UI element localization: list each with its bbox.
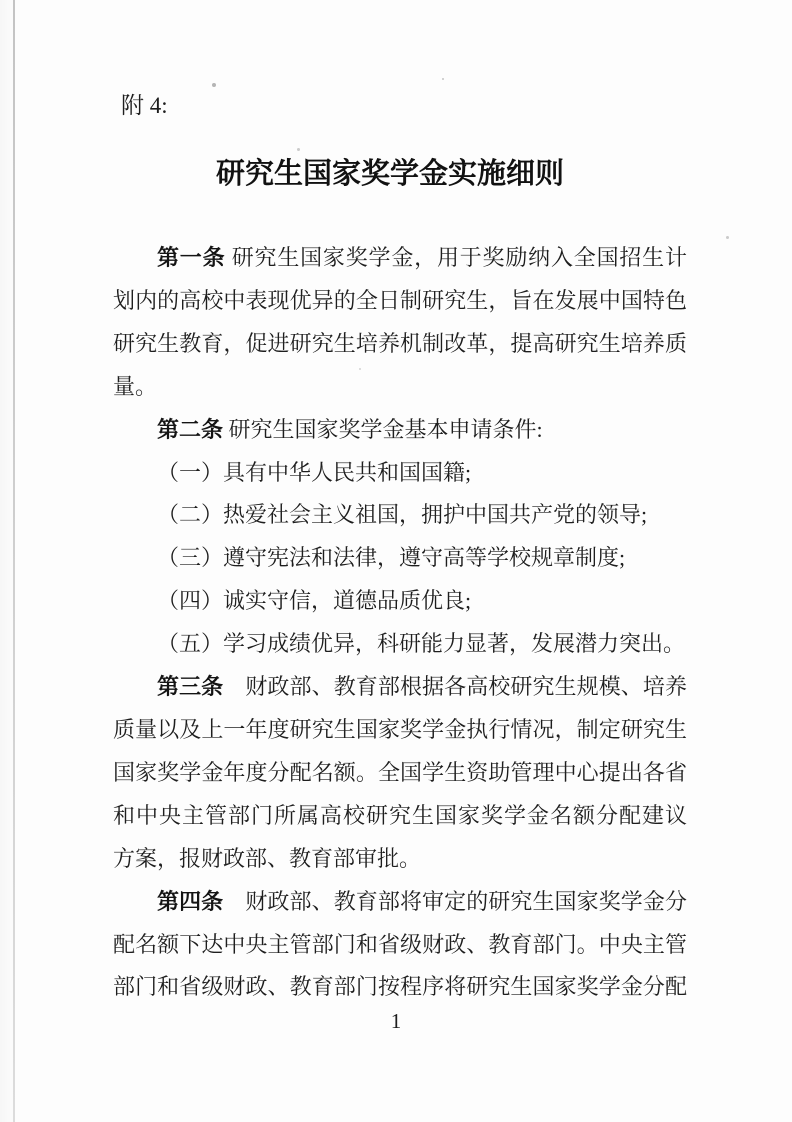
text-line: [113, 280, 687, 323]
scan-speck: [726, 236, 729, 239]
text-line: [113, 966, 687, 1009]
body-text-segment: 财政部、教育部将审定的研究生国家奖学金分: [223, 888, 687, 914]
body-text-segment: 配名额下达中央主管部门和省级财政、教育部门。中央主管: [113, 931, 687, 957]
article-number: 第三条: [157, 674, 224, 700]
text-line: [113, 452, 687, 495]
scan-speck: [442, 78, 444, 80]
body-text-segment: 划内的高校中表现优异的全日制研究生，旨在发展中国特色: [113, 287, 687, 313]
text-line: [113, 795, 687, 838]
text-line: [113, 881, 687, 924]
text-line: [113, 366, 687, 409]
body-text-segment: 财政部、教育部根据各高校研究生规模、培养: [223, 674, 687, 700]
document-title: 研究生国家奖学金实施细则: [215, 158, 564, 190]
body-text-segment: （四）诚实守信，道德品质优良;: [157, 588, 472, 614]
text-line: [113, 237, 687, 280]
body-text-segment: 研究生国家奖学金，用于奖励纳入全国招生计: [225, 245, 687, 270]
scan-speck: [212, 83, 216, 87]
body-text-segment: 部门和省级财政、教育部门按程序将研究生国家奖学金分配: [113, 974, 687, 1000]
body-text-segment: 质量以及上一年度研究生国家奖学金执行情况，制定研究生: [113, 716, 687, 742]
text-line: [113, 623, 687, 666]
text-line: [113, 409, 687, 452]
body-text-segment: （一）具有中华人民共和国国籍;: [157, 459, 472, 485]
article-number: 第四条: [157, 888, 224, 914]
body-text-segment: 研究生国家奖学金基本申请条件:: [223, 416, 543, 442]
text-line: [113, 924, 687, 967]
article-number: 第一条: [157, 245, 226, 270]
text-line: [113, 537, 687, 580]
text-line: [113, 666, 687, 709]
scan-edge-line: [13, 0, 15, 1122]
body-text-segment: （三）遵守宪法和法律，遵守高等学校规章制度;: [157, 545, 626, 571]
text-line: [113, 709, 687, 752]
attachment-label: 附 4:: [121, 93, 168, 118]
body-text-segment: （五）学习成绩优异，科研能力显著，发展潜力突出。: [157, 631, 686, 657]
text-line: [113, 580, 687, 623]
body-text-segment: 国家奖学金年度分配名额。全国学生资助管理中心提出各省: [113, 759, 687, 785]
text-line: [113, 323, 687, 366]
body-text-segment: （二）热爱社会主义祖国，拥护中国共产党的领导;: [157, 502, 648, 528]
text-line: [113, 752, 687, 795]
scan-speck: [297, 148, 300, 151]
body-text-segment: 和中央主管部门所属高校研究生国家奖学金名额分配建议: [113, 802, 687, 828]
page-number: 1: [390, 1009, 402, 1033]
paper-edge: [0, 0, 13, 1122]
body-text-segment: 方案，报财政部、教育部审批。: [113, 845, 422, 871]
body-text-segment: 研究生教育，促进研究生培养机制改革，提高研究生培养质: [113, 330, 687, 356]
document-body: [113, 237, 687, 1009]
text-line: [113, 838, 687, 881]
text-line: [113, 494, 687, 537]
article-number: 第二条: [157, 416, 224, 442]
body-text-segment: 量。: [113, 373, 158, 399]
